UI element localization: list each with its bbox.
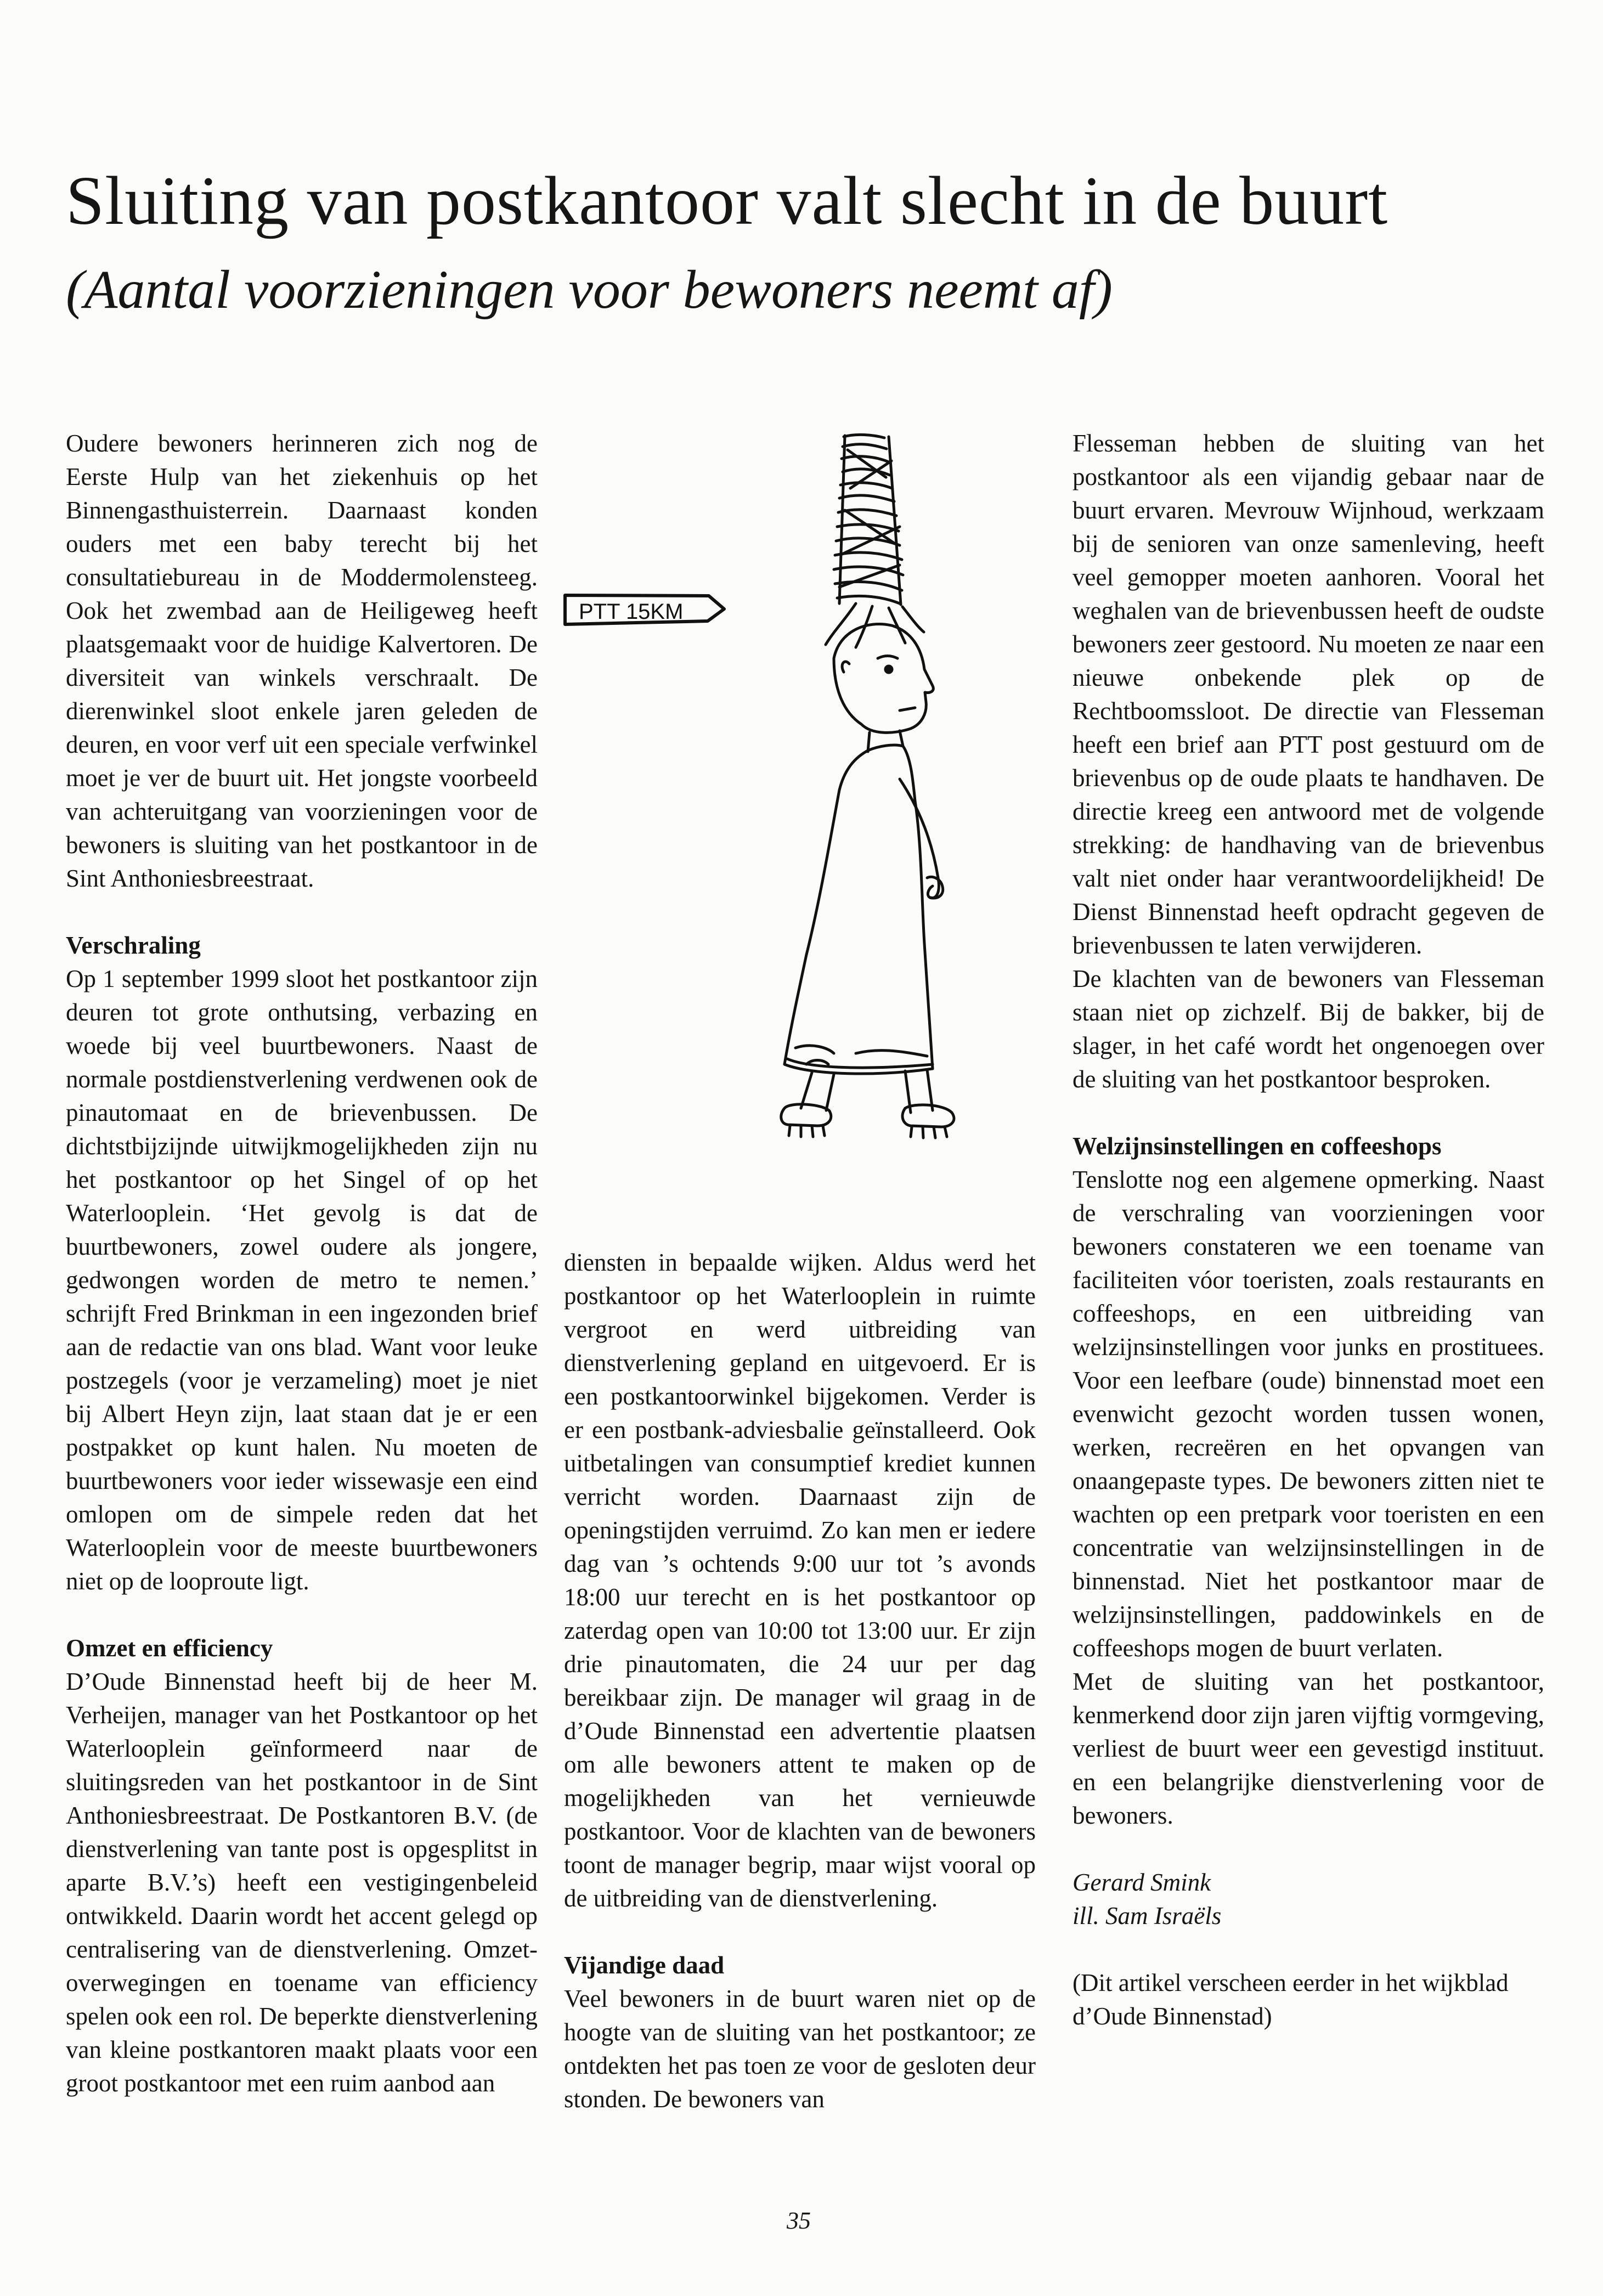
source-note: (Dit artikel verscheen eerder in het wijkblad d’Oude Binnenstad) [1073,1969,1509,2030]
paragraph: diensten in bepaalde wijken. Aldus werd het postkantoor op het Waterlooplein in ruimte vergroot en werd uitbreiding van dienstverlening gepland en uitgevoerd. Er is een postkantoorwinkel bijgekomen. Verder is er een postbank-adviesbalie geïnstalleerd. Ook uitbetalingen van consumptief krediet kunnen verricht worden. Daarnaast zijn de openingstijden verruimd. Zo kan men er iedere dag van ’s ochtends 9:00 uur tot ’s avonds 18:00 uur terecht en is het postkantoor op zaterdag open van 10:00 tot 13:00 uur. Er zijn drie pinautomaten, die 24 uur per dag bereikbaar zijn. De manager wil graag in de d’Oude Binnenstad een advertentie plaatsen om alle bewoners attent te maken op de mogelijkheden van het vernieuwde postkantoor. Voor de klachten van de bewoners toont de manager begrip, maar wijst vooral op de uitbreiding van de dienstverlening. [564,1249,1036,1912]
column-right [1073,427,1544,2033]
section-heading-omzet: Omzet en efficiency [66,1634,273,1662]
paragraph: De klachten van de bewoners van Flesseman staan niet op zichzelf. Bij de bakker, bij de slager, in het café wordt het ongenoegen over de sluiting van het postkantoor besproken. [1073,965,1544,1093]
paragraph: Flesseman hebben de sluiting van het postkantoor als een vijandig gebaar naar de buurt ervaren. Mevrouw Wijnhoud, werkzaam bij de senioren van onze samenleving, heeft veel gemopper moeten aanhoren. Vooral het weghalen van de brievenbussen heeft de oudste bewoners zeer gestoord. Nu moeten ze naar een nieuwe onbekende plek op de Rechtboomssloot. De directie van Flesseman heeft een brief aan PTT post gestuurd om de brievenbus op de oude plaats te handhaven. De directie kreeg een antwoord met de volgende strekking: de handhaving van de brievenbus valt niet onder haar verantwoordelijkheid! De Dienst Binnenstad heeft opdracht gegeven de brievenbussen te laten verwijderen. [1073,430,1544,959]
author-credit: Gerard Smink [1073,1869,1211,1896]
intro-paragraph: Oudere bewoners herinneren zich nog de Eerste Hulp van het ziekenhuis op het Binnengasthuisterrein. Daarnaast konden ouders met een baby terecht bij het consultatiebureau in de Moddermolensteeg. Ook het zwembad aan de Heiligeweg heeft plaatsgemaakt voor de huidige Kalvertoren. De diversiteit van winkels verschraalt. De dierenwinkel sloot enkele jaren geleden de deuren, en voor verf uit een speciale verfwinkel moet je ver de buurt uit. Het jongste voorbeeld van achteruitgang van voorzieningen voor de bewoners is sluiting van het postkantoor in de Sint Anthoniesbreestraat. [66,430,538,892]
article-subtitle: (Aantal voorzieningen voor bewoners neemt af) [66,259,1113,320]
section-heading-welzijnsinstellingen: Welzijnsinstellingen en coffeeshops [1073,1132,1442,1160]
column-middle [564,1246,1036,2116]
paragraph: Op 1 september 1999 sloot het postkantoor zijn deuren tot grote onthutsing, verbazing en woede bij veel buurtbewoners. Naast de normale postdienstverlening verdwenen ook de pinautomaat en de brievenbussen. De dichtstbijzijnde uitwijkmogelijkheden zijn nu het postkantoor op het Singel of op het Waterlooplein. ‘Het gevolg is dat de buurtbewoners, zowel oudere als jongere, gedwongen worden de metro te nemen.’ schrijft Fred Brinkman in een ingezonden brief aan de redactie van ons blad. Want voor leuke postzegels (voor je verzameling) moet je niet bij Albert Heyn zijn, laat staan dat je er een postpakket op kunt halen. Nu moeten de buurtbewoners voor ieder wissewasje een eind omlopen om de simpele reden dat het Waterlooplein voor de meeste buurtbewoners niet op de looproute ligt. [66,965,538,1595]
paragraph: Tenslotte nog een algemene opmerking. Naast de verschraling van voorzieningen voor bewoners constateren we een toename van faciliteiten vóor toeristen, zoals restaurants en coffeeshops, en een uitbreiding van welzijnsinstellingen voor junks en prostituees. Voor een leefbare (oude) binnenstad moet een evenwicht gezocht worden tussen wonen, werken, recreëren en het opvangen van onaangepaste types. De bewoners zitten niet te wachten op een pretpark voor toeristen en een concentratie van welzijnsinstellingen in de binnenstad. Niet het postkantoor maar de welzijnsinstellingen, paddowinkels en de coffeeshops mogen de buurt verlaten. [1073,1166,1544,1662]
ptt-sign-label: PTT 15KM [579,600,684,624]
paragraph: D’Oude Binnenstad heeft bij de heer M. Verheijen, manager van het Postkantoor op het Waterlooplein geïnformeerd naar de sluitingsreden van het postkantoor in de Sint Anthoniesbreestraat. De Postkantoren B.V. (de dienstverlening van tante post is opgesplitst in aparte B.V.’s) heeft een vestigingenbeleid ontwikkeld. Daarin wordt het accent gelegd op centralisering van de dienstverlening. Omzet-overwegingen en toename van efficiency spelen ook een rol. De beperkte dienstverlening van kleine postkantoren maakt plaats voor een groot postkantoor met een ruim aanbod aan [66,1668,538,2097]
illustration-woman-carrying-books [549,428,1042,1196]
paragraph: Met de sluiting van het postkantoor, kenmerkend door zijn jaren vijftig vormgeving, verliest de buurt weer een gevestigd instituut. en een belangrijke dienstverlening voor de bewoners. [1073,1668,1544,1829]
section-heading-vijandige-daad: Vijandige daad [564,1951,725,1979]
page-number: 35 [787,2207,811,2234]
book-stack-icon [834,435,903,605]
section-heading-verschraling: Verschraling [66,932,201,959]
legs-and-shoes [781,1070,954,1138]
paragraph: Veel bewoners in de buurt waren niet op de hoogte van de sluiting van het postkantoor; ze ontdekten het pas toen ze voor de gesloten deur stonden. De bewoners van [564,1985,1036,2113]
illustrator-credit: ill. Sam Israëls [1073,1902,1222,1930]
head [834,624,933,733]
article-title: Sluiting van postkantoor valt slecht in de buurt [66,163,1388,239]
column-left [66,427,538,2100]
